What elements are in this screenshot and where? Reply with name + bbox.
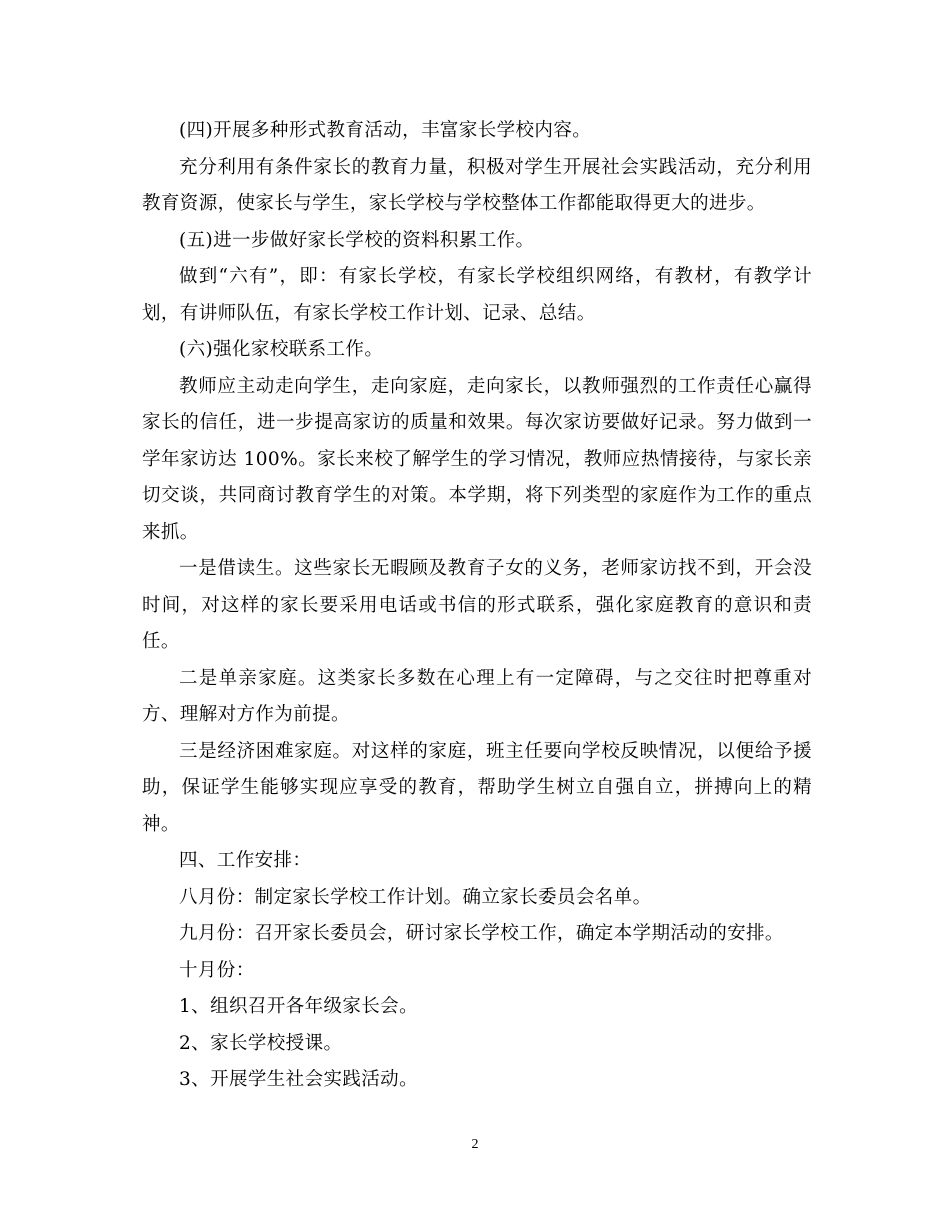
paragraph: 充分利用有条件家长的教育力量，积极对学生开展社会实践活动，充分利用教育资源，使家长与学生，家长学校与学校整体工作都能取得更大的进步。	[142, 156, 812, 214]
paragraph: 教师应主动走向学生，走向家庭，走向家长，以教师强烈的工作责任心赢得家长的信任，进一步提高家访的质量和效果。每次家访要做好记录。努力做到一学年家访达 100%。家长来校了解学生的学习情况，教师应热情接待，与家长亲切交谈，共同商讨教育学生的对策。本学期，将下列类型的家庭作为工作的重点来抓。	[142, 375, 812, 543]
paragraph: 二是单亲家庭。这类家长多数在心理上有一定障碍，与之交往时把尊重对方、理解对方作为前提。	[142, 667, 812, 725]
schedule-item: 八月份：制定家长学校工作计划。确立家长委员会名单。	[179, 886, 652, 908]
section-heading-5: (五)进一步做好家长学校的资料积累工作。	[179, 229, 535, 251]
paragraph: 做到“六有”，即：有家长学校，有家长学校组织网络，有教材，有教学计划，有讲师队伍，有家长学校工作计划、记录、总结。	[142, 266, 812, 324]
section-heading-4: (四)开展多种形式教育活动，丰富家长学校内容。	[179, 120, 592, 141]
list-item: 3、开展学生社会实践活动。	[179, 1069, 418, 1090]
paragraph: 一是借读生。这些家长无暇顾及教育子女的义务，老师家访找不到，开会没时间，对这样的家长要采用电话或书信的形式联系，强化家庭教育的意识和责任。	[142, 558, 812, 652]
schedule-item: 九月份：召开家长委员会，研讨家长学校工作，确定本学期活动的安排。	[179, 923, 784, 944]
page-number: 2	[471, 1137, 479, 1152]
section-heading-work-schedule: 四、工作安排：	[179, 850, 312, 871]
paragraph: 三是经济困难家庭。对这样的家庭，班主任要向学校反映情况，以便给予援助，保证学生能够实现应享受的教育，帮助学生树立自强自立，拼搏向上的精神。	[142, 740, 812, 835]
list-item: 1、组织召开各年级家长会。	[179, 996, 418, 1017]
list-item: 2、家长学校授课。	[179, 1032, 343, 1054]
document-body	[142, 113, 812, 1099]
section-heading-6: (六)强化家校联系工作。	[179, 339, 384, 360]
schedule-item: 十月份：	[179, 959, 255, 981]
